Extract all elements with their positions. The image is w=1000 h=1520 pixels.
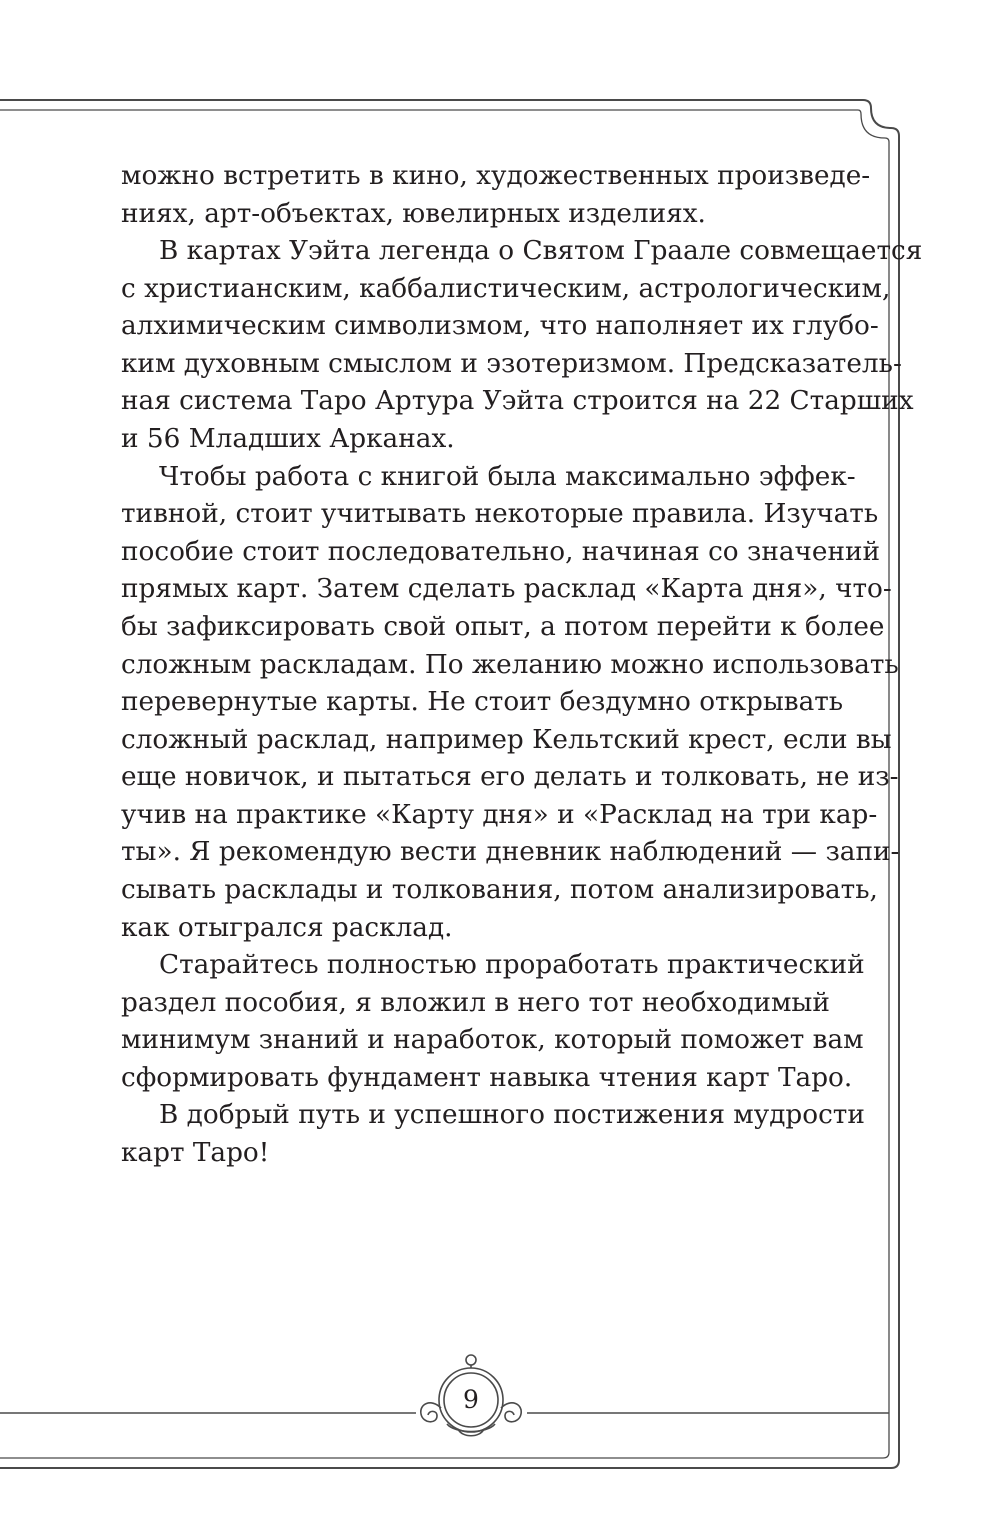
text-line: прямых карт. Затем сделать расклад «Карта дня», что-: [121, 574, 892, 605]
page-number: 9: [463, 1385, 479, 1414]
text-line: сформировать фундамент навыка чтения карт Таро.: [121, 1062, 853, 1093]
paragraph: [121, 947, 865, 1097]
text-line: ты». Я рекомендую вести дневник наблюдений — запи-: [121, 837, 900, 868]
page-number-ornament: [0, 1355, 889, 1436]
text-line: раздел пособия, я вложил в него тот необходимый: [121, 987, 830, 1018]
text-line: учив на практике «Карту дня» и «Расклад на три кар-: [121, 799, 878, 830]
text-line: перевернутые карты. Не стоит бездумно открывать: [121, 687, 844, 718]
text-line: ниях, арт-объектах, ювелирных изделиях.: [121, 198, 706, 229]
text-line: пособие стоит последовательно, начиная со значений: [121, 536, 881, 567]
text-line: можно встретить в кино, художественных произведе-: [121, 161, 871, 191]
text-line: В картах Уэйта легенда о Святом Граале совмещается: [159, 236, 923, 267]
text-line: В добрый путь и успешного постижения мудрости: [159, 1100, 865, 1131]
paragraph: [121, 233, 923, 458]
text-line: сывать расклады и толкования, потом анализировать,: [121, 874, 878, 905]
text-line: Чтобы работа с книгой была максимально эффек-: [159, 461, 856, 492]
text-line: и 56 Младших Арканах.: [121, 424, 455, 455]
text-line: Старайтесь полностью проработать практический: [159, 950, 865, 981]
text-line: бы зафиксировать свой опыт, а потом перейти к более: [121, 611, 885, 642]
text-line: ким духовным смыслом и эзотеризмом. Предсказатель-: [121, 348, 902, 379]
text-line: карт Таро!: [121, 1138, 270, 1169]
text-line: еще новичок, и пытаться его делать и толковать, не из-: [121, 762, 899, 793]
text-line: алхимическим символизмом, что наполняет их глубо-: [121, 311, 879, 342]
text-line: тивной, стоит учитывать некоторые правила. Изучать: [121, 499, 879, 530]
paragraph: [121, 158, 871, 233]
text-line: с христианским, каббалистическим, астрологическим,: [121, 273, 891, 304]
text-line: сложный расклад, например Кельтский крест, если вы: [121, 724, 892, 755]
text-line: как отыгрался расклад.: [121, 912, 453, 943]
paragraph: [121, 459, 900, 948]
paragraph: [121, 1097, 865, 1172]
text-line: сложным раскладам. По желанию можно использовать: [121, 649, 899, 680]
text-line: ная система Таро Артура Уэйта строится на 22 Старших: [121, 386, 914, 417]
body-text: [121, 158, 923, 1173]
text-line: минимум знаний и наработок, который поможет вам: [121, 1025, 864, 1056]
